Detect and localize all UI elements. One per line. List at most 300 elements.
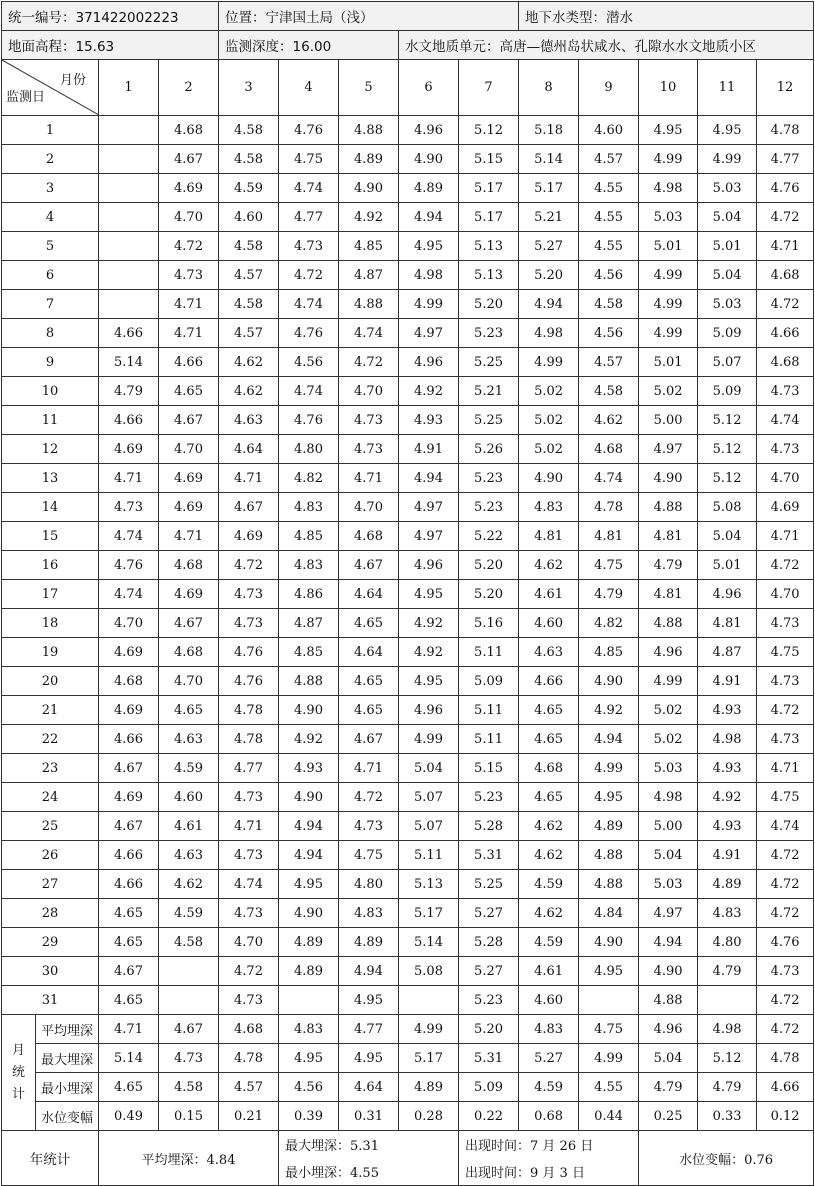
- depth-cell: 4.73: [757, 667, 814, 696]
- depth-cell: 5.11: [459, 696, 519, 725]
- depth-cell: 4.89: [698, 870, 757, 899]
- depth-cell: 4.95: [639, 116, 698, 145]
- stat-cell: 5.04: [639, 1044, 698, 1073]
- depth-cell: [698, 986, 757, 1015]
- table-row: [2, 870, 814, 899]
- depth-cell: 4.65: [99, 899, 159, 928]
- stat-cell: 4.66: [757, 1073, 814, 1102]
- day-number: 1: [2, 116, 99, 145]
- depth-cell: 4.99: [519, 348, 579, 377]
- depth-cell: 4.76: [757, 174, 814, 203]
- depth-cell: 4.74: [339, 319, 399, 348]
- depth-cell: 4.70: [159, 435, 219, 464]
- table-row: [2, 928, 814, 957]
- month-header: 8: [519, 60, 579, 116]
- depth-cell: 5.23: [459, 464, 519, 493]
- depth-cell: [579, 986, 639, 1015]
- depth-cell: 4.68: [757, 348, 814, 377]
- depth-cell: 4.77: [279, 203, 339, 232]
- depth-cell: 4.63: [219, 406, 279, 435]
- depth-cell: [99, 261, 159, 290]
- depth-cell: 4.89: [279, 957, 339, 986]
- stat-cell: 5.27: [519, 1044, 579, 1073]
- month-header: 1: [99, 60, 159, 116]
- depth-cell: 4.95: [399, 232, 459, 261]
- stat-cell: 5.20: [459, 1015, 519, 1044]
- depth-cell: 5.25: [459, 870, 519, 899]
- depth-cell: 4.95: [339, 986, 399, 1015]
- depth-cell: 4.75: [757, 638, 814, 667]
- depth-cell: [99, 290, 159, 319]
- depth-cell: [99, 145, 159, 174]
- depth-cell: 5.01: [639, 348, 698, 377]
- depth-cell: 5.23: [459, 783, 519, 812]
- depth-cell: 5.25: [459, 406, 519, 435]
- depth-cell: 4.86: [279, 580, 339, 609]
- day-number: 3: [2, 174, 99, 203]
- stat-cell: 4.99: [579, 1044, 639, 1073]
- depth-cell: 4.89: [279, 928, 339, 957]
- depth-cell: 4.97: [399, 493, 459, 522]
- stat-cell: 0.49: [99, 1102, 159, 1131]
- depth-cell: 4.92: [279, 725, 339, 754]
- depth-cell: 5.20: [519, 261, 579, 290]
- depth-cell: 5.28: [459, 812, 519, 841]
- day-number: 26: [2, 841, 99, 870]
- monitoring-depth: 监测深度：16.00: [219, 31, 399, 60]
- annual-min-time: 出现时间：9 月 3 日: [459, 1158, 639, 1186]
- depth-cell: 4.85: [279, 638, 339, 667]
- table-row: [2, 580, 814, 609]
- table-row: [2, 957, 814, 986]
- day-number: 24: [2, 783, 99, 812]
- depth-cell: 4.94: [339, 957, 399, 986]
- depth-cell: 5.02: [639, 696, 698, 725]
- table-row: [2, 348, 814, 377]
- depth-cell: 4.57: [219, 319, 279, 348]
- ground-elevation: 地面高程：15.63: [2, 31, 219, 60]
- depth-cell: 4.62: [219, 348, 279, 377]
- depth-cell: 4.98: [698, 725, 757, 754]
- depth-cell: 5.02: [519, 435, 579, 464]
- stat-label: 平均埋深: [36, 1015, 99, 1044]
- depth-cell: 4.67: [99, 957, 159, 986]
- depth-cell: 4.72: [757, 841, 814, 870]
- depth-cell: 4.70: [339, 377, 399, 406]
- depth-cell: 4.85: [339, 232, 399, 261]
- stat-cell: 4.95: [339, 1044, 399, 1073]
- depth-cell: 4.76: [279, 319, 339, 348]
- depth-cell: [99, 203, 159, 232]
- depth-cell: 4.73: [339, 406, 399, 435]
- depth-cell: 4.62: [579, 406, 639, 435]
- stat-cell: 5.17: [399, 1044, 459, 1073]
- depth-cell: 4.81: [639, 580, 698, 609]
- table-row: [2, 522, 814, 551]
- depth-cell: 4.94: [399, 464, 459, 493]
- depth-cell: 4.74: [219, 870, 279, 899]
- depth-cell: 4.95: [579, 783, 639, 812]
- depth-cell: 4.99: [399, 725, 459, 754]
- depth-cell: 4.88: [639, 986, 698, 1015]
- depth-cell: 4.73: [339, 435, 399, 464]
- table-row: [2, 377, 814, 406]
- depth-cell: 4.71: [159, 319, 219, 348]
- stat-cell: 4.79: [639, 1073, 698, 1102]
- depth-cell: 5.02: [519, 406, 579, 435]
- depth-cell: 4.60: [519, 986, 579, 1015]
- day-number: 22: [2, 725, 99, 754]
- stat-cell: 0.12: [757, 1102, 814, 1131]
- day-number: 16: [2, 551, 99, 580]
- depth-cell: 5.14: [99, 348, 159, 377]
- depth-cell: 5.16: [459, 609, 519, 638]
- depth-cell: 4.72: [757, 899, 814, 928]
- depth-cell: 4.88: [579, 841, 639, 870]
- depth-cell: 5.28: [459, 928, 519, 957]
- depth-cell: 4.73: [219, 609, 279, 638]
- depth-cell: 4.77: [757, 145, 814, 174]
- stat-cell: 4.57: [219, 1073, 279, 1102]
- depth-cell: 5.12: [459, 116, 519, 145]
- stat-cell: 5.31: [459, 1044, 519, 1073]
- stat-cell: 4.83: [519, 1015, 579, 1044]
- depth-cell: 4.71: [339, 464, 399, 493]
- depth-cell: 4.82: [579, 609, 639, 638]
- depth-cell: 4.95: [698, 116, 757, 145]
- month-header: 3: [219, 60, 279, 116]
- depth-cell: 4.72: [219, 957, 279, 986]
- depth-cell: 5.15: [459, 145, 519, 174]
- annual-min-depth: 最小埋深：4.55: [279, 1158, 459, 1186]
- depth-cell: 4.80: [279, 435, 339, 464]
- depth-cell: 4.73: [757, 609, 814, 638]
- day-number: 25: [2, 812, 99, 841]
- depth-cell: 4.92: [399, 377, 459, 406]
- depth-cell: 5.20: [459, 290, 519, 319]
- depth-cell: 4.65: [159, 696, 219, 725]
- depth-cell: 4.99: [639, 145, 698, 174]
- depth-cell: 4.65: [519, 783, 579, 812]
- depth-cell: 4.99: [639, 261, 698, 290]
- depth-cell: 4.75: [579, 551, 639, 580]
- depth-cell: 4.76: [219, 638, 279, 667]
- stat-cell: 5.09: [459, 1073, 519, 1102]
- depth-cell: 5.09: [698, 319, 757, 348]
- depth-cell: 4.77: [219, 754, 279, 783]
- depth-cell: 5.14: [399, 928, 459, 957]
- depth-cell: 4.87: [279, 609, 339, 638]
- depth-cell: 5.31: [459, 841, 519, 870]
- depth-cell: 4.95: [399, 580, 459, 609]
- stat-cell: 0.28: [399, 1102, 459, 1131]
- depth-cell: 4.96: [399, 116, 459, 145]
- depth-cell: 4.99: [639, 290, 698, 319]
- depth-cell: 4.66: [519, 667, 579, 696]
- depth-cell: 4.75: [279, 145, 339, 174]
- month-header: 2: [159, 60, 219, 116]
- depth-cell: 4.79: [99, 377, 159, 406]
- depth-cell: 4.63: [519, 638, 579, 667]
- depth-cell: 4.73: [219, 580, 279, 609]
- depth-cell: 5.14: [519, 145, 579, 174]
- depth-cell: 4.66: [99, 406, 159, 435]
- depth-cell: 4.90: [339, 174, 399, 203]
- month-header: 9: [579, 60, 639, 116]
- table-row: [2, 696, 814, 725]
- depth-cell: 5.13: [459, 232, 519, 261]
- depth-cell: 4.83: [339, 899, 399, 928]
- stat-cell: 0.68: [519, 1102, 579, 1131]
- depth-cell: 4.68: [159, 116, 219, 145]
- depth-cell: 5.18: [519, 116, 579, 145]
- depth-cell: 4.72: [757, 551, 814, 580]
- depth-cell: 4.59: [519, 928, 579, 957]
- depth-cell: 4.66: [159, 348, 219, 377]
- depth-cell: 4.91: [698, 841, 757, 870]
- depth-cell: 4.58: [579, 377, 639, 406]
- depth-cell: 4.88: [639, 493, 698, 522]
- stat-cell: 4.72: [757, 1015, 814, 1044]
- day-number: 29: [2, 928, 99, 957]
- depth-cell: 4.79: [579, 580, 639, 609]
- depth-cell: 4.69: [219, 522, 279, 551]
- depth-cell: 4.73: [219, 986, 279, 1015]
- depth-cell: 4.62: [519, 551, 579, 580]
- depth-cell: 4.97: [639, 899, 698, 928]
- day-number: 11: [2, 406, 99, 435]
- depth-cell: 4.62: [519, 812, 579, 841]
- depth-cell: 5.20: [459, 580, 519, 609]
- depth-cell: 4.68: [519, 754, 579, 783]
- depth-cell: 4.74: [279, 174, 339, 203]
- hydrogeologic-unit: 水文地质单元：高唐—德州岛状咸水、孔隙水水文地质小区: [399, 31, 814, 60]
- stat-label: 最小埋深: [36, 1073, 99, 1102]
- day-number: 30: [2, 957, 99, 986]
- depth-cell: 4.76: [99, 551, 159, 580]
- depth-cell: 4.93: [698, 696, 757, 725]
- depth-cell: 4.56: [579, 261, 639, 290]
- stat-cell: 5.12: [698, 1044, 757, 1073]
- depth-cell: [159, 957, 219, 986]
- stat-cell: 4.77: [339, 1015, 399, 1044]
- depth-cell: 5.27: [459, 957, 519, 986]
- depth-cell: 4.66: [99, 319, 159, 348]
- depth-cell: 4.91: [399, 435, 459, 464]
- month-header: 11: [698, 60, 757, 116]
- stat-cell: 4.75: [579, 1015, 639, 1044]
- depth-cell: 5.12: [698, 435, 757, 464]
- depth-cell: 4.73: [757, 957, 814, 986]
- depth-cell: 4.92: [579, 696, 639, 725]
- day-number: 28: [2, 899, 99, 928]
- depth-cell: 4.67: [99, 812, 159, 841]
- stat-cell: 4.83: [279, 1015, 339, 1044]
- depth-cell: 4.70: [757, 580, 814, 609]
- depth-cell: 4.83: [279, 551, 339, 580]
- depth-cell: 4.99: [399, 290, 459, 319]
- depth-cell: 5.04: [698, 522, 757, 551]
- stat-cell: 4.98: [698, 1015, 757, 1044]
- stat-cell: 0.15: [159, 1102, 219, 1131]
- depth-cell: 5.01: [639, 232, 698, 261]
- table-row: [2, 638, 814, 667]
- info-row-1: [2, 2, 814, 31]
- depth-cell: 4.95: [399, 667, 459, 696]
- depth-cell: 4.60: [579, 116, 639, 145]
- depth-cell: 5.17: [519, 174, 579, 203]
- depth-cell: 5.13: [399, 870, 459, 899]
- depth-cell: 4.59: [159, 754, 219, 783]
- depth-cell: 5.02: [639, 725, 698, 754]
- depth-cell: 4.99: [639, 667, 698, 696]
- table-row: [2, 725, 814, 754]
- table-row: [2, 145, 814, 174]
- depth-cell: 4.59: [159, 899, 219, 928]
- depth-cell: 4.71: [219, 464, 279, 493]
- stat-cell: 4.79: [698, 1073, 757, 1102]
- day-number: 10: [2, 377, 99, 406]
- depth-cell: 4.78: [219, 696, 279, 725]
- depth-cell: 4.94: [639, 928, 698, 957]
- depth-cell: 4.90: [639, 957, 698, 986]
- depth-cell: 4.87: [339, 261, 399, 290]
- depth-cell: [99, 116, 159, 145]
- depth-cell: 4.90: [579, 667, 639, 696]
- stat-row: [2, 1102, 814, 1131]
- depth-cell: 4.70: [757, 464, 814, 493]
- depth-cell: 4.71: [757, 522, 814, 551]
- depth-cell: 4.69: [159, 580, 219, 609]
- day-number: 27: [2, 870, 99, 899]
- stat-row: [2, 1073, 814, 1102]
- stat-cell: 0.39: [279, 1102, 339, 1131]
- day-number: 5: [2, 232, 99, 261]
- depth-cell: 4.80: [339, 870, 399, 899]
- day-number: 15: [2, 522, 99, 551]
- depth-cell: 4.66: [757, 319, 814, 348]
- depth-cell: 4.92: [399, 609, 459, 638]
- depth-cell: 4.99: [639, 319, 698, 348]
- depth-cell: 4.88: [279, 667, 339, 696]
- stat-row: [2, 1015, 814, 1044]
- table-row: [2, 319, 814, 348]
- depth-cell: 5.07: [399, 812, 459, 841]
- depth-cell: 4.96: [399, 348, 459, 377]
- depth-cell: 4.87: [698, 638, 757, 667]
- depth-cell: 4.68: [339, 522, 399, 551]
- depth-cell: 4.73: [159, 261, 219, 290]
- depth-cell: 4.95: [579, 957, 639, 986]
- stat-cell: 0.44: [579, 1102, 639, 1131]
- depth-cell: 4.57: [579, 145, 639, 174]
- month-header: 6: [399, 60, 459, 116]
- depth-cell: 4.55: [579, 174, 639, 203]
- depth-cell: 4.94: [279, 841, 339, 870]
- table-row: [2, 986, 814, 1015]
- depth-cell: [159, 986, 219, 1015]
- depth-cell: 5.11: [459, 638, 519, 667]
- depth-cell: 4.93: [399, 406, 459, 435]
- stat-cell: 4.96: [639, 1015, 698, 1044]
- depth-cell: 4.69: [99, 783, 159, 812]
- depth-cell: 4.56: [579, 319, 639, 348]
- depth-cell: 4.81: [579, 522, 639, 551]
- depth-cell: 4.70: [219, 928, 279, 957]
- depth-cell: 4.67: [339, 725, 399, 754]
- depth-cell: 4.57: [579, 348, 639, 377]
- depth-cell: 4.70: [99, 609, 159, 638]
- depth-cell: 4.69: [159, 464, 219, 493]
- depth-cell: 4.97: [399, 522, 459, 551]
- depth-cell: 4.81: [519, 522, 579, 551]
- depth-cell: 4.65: [519, 696, 579, 725]
- depth-cell: [399, 986, 459, 1015]
- depth-cell: 4.59: [219, 174, 279, 203]
- table-row: [2, 609, 814, 638]
- day-number: 13: [2, 464, 99, 493]
- depth-cell: 4.69: [757, 493, 814, 522]
- day-number: 2: [2, 145, 99, 174]
- depth-cell: 4.74: [279, 290, 339, 319]
- depth-cell: 4.61: [519, 957, 579, 986]
- depth-cell: 4.60: [219, 203, 279, 232]
- depth-cell: 4.73: [219, 841, 279, 870]
- depth-cell: 5.03: [639, 203, 698, 232]
- depth-cell: 4.73: [757, 725, 814, 754]
- depth-cell: 4.65: [339, 609, 399, 638]
- depth-cell: 4.75: [339, 841, 399, 870]
- depth-cell: 5.17: [399, 899, 459, 928]
- depth-cell: 4.93: [279, 754, 339, 783]
- depth-cell: 4.58: [219, 116, 279, 145]
- depth-cell: 4.74: [579, 464, 639, 493]
- depth-cell: 4.79: [698, 957, 757, 986]
- day-number: 8: [2, 319, 99, 348]
- depth-cell: 4.69: [159, 174, 219, 203]
- stat-cell: 0.21: [219, 1102, 279, 1131]
- depth-cell: 5.03: [698, 174, 757, 203]
- depth-cell: 4.56: [279, 348, 339, 377]
- table-row: [2, 261, 814, 290]
- depth-cell: 4.64: [339, 638, 399, 667]
- month-header: 4: [279, 60, 339, 116]
- month-axis-label: 月份: [59, 73, 86, 88]
- depth-cell: 4.90: [639, 464, 698, 493]
- day-number: 21: [2, 696, 99, 725]
- stat-cell: 4.65: [99, 1073, 159, 1102]
- day-number: 12: [2, 435, 99, 464]
- depth-cell: 4.72: [279, 261, 339, 290]
- depth-cell: 4.72: [757, 986, 814, 1015]
- depth-cell: 4.93: [698, 754, 757, 783]
- stat-label: 最大埋深: [36, 1044, 99, 1073]
- depth-cell: 4.90: [399, 145, 459, 174]
- depth-cell: 4.98: [639, 174, 698, 203]
- depth-cell: 5.00: [639, 812, 698, 841]
- depth-cell: 4.71: [219, 812, 279, 841]
- depth-cell: 4.78: [757, 116, 814, 145]
- depth-cell: 4.66: [99, 870, 159, 899]
- depth-cell: 4.85: [279, 522, 339, 551]
- depth-cell: 4.92: [399, 638, 459, 667]
- stat-cell: 4.73: [159, 1044, 219, 1073]
- depth-cell: 4.88: [339, 116, 399, 145]
- depth-cell: 4.74: [757, 406, 814, 435]
- info-row-2: [2, 31, 814, 60]
- depth-cell: 4.74: [99, 580, 159, 609]
- day-number: 14: [2, 493, 99, 522]
